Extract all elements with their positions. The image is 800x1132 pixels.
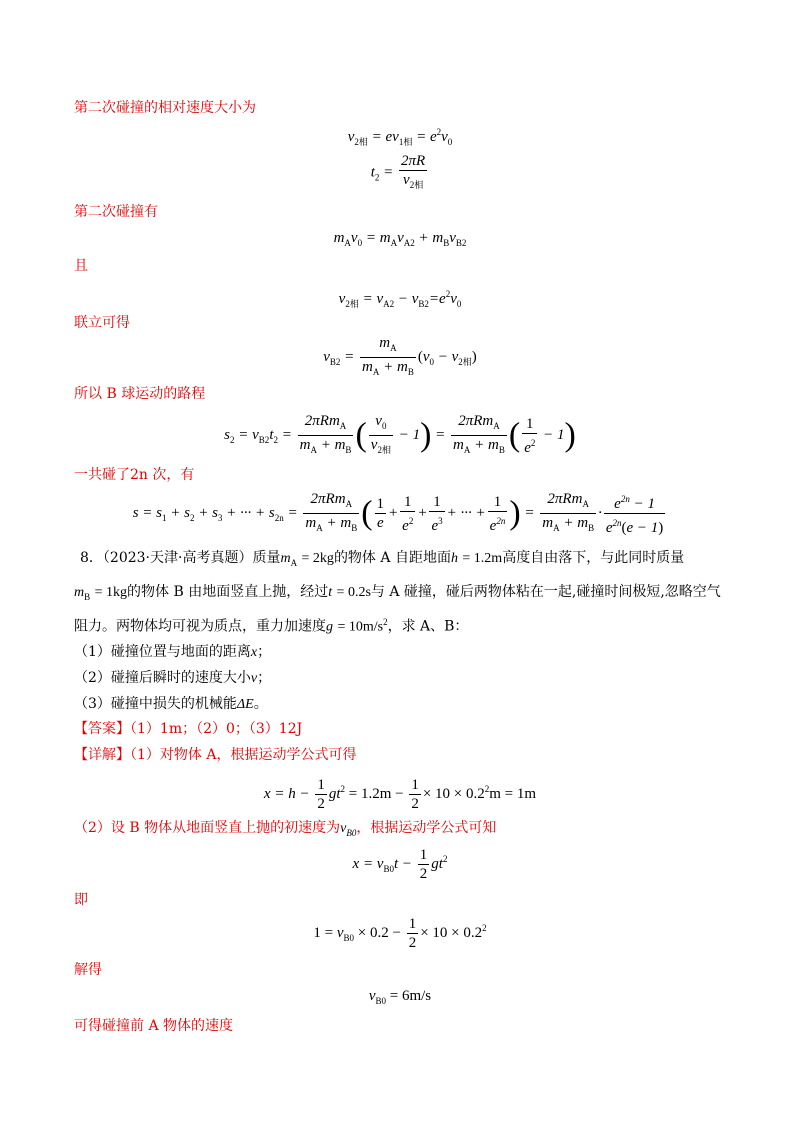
equation: $v_{B0} = 6m/s$: [368, 988, 432, 1006]
var: x: [250, 645, 258, 660]
text: 质量: [252, 550, 281, 566]
question-line-3: 阻力。两物体均可视为质点，重力加速度$g = 10m/s^2$，求 A、B：: [74, 617, 469, 635]
text: 的物体 B 由地面竖直上抛，经过: [127, 584, 329, 600]
text: 。: [253, 696, 268, 712]
text: ；: [257, 670, 272, 686]
explain-line-2: [74, 818, 734, 843]
explain-line-1: [74, 745, 734, 765]
text: ；: [257, 644, 272, 660]
text: ，求 A、B：: [387, 618, 469, 635]
equation: $v_{2相} = v_{A2} - v_{B2}=e^2v_0$: [338, 289, 462, 309]
text: （2）设 B 物体从地面竖直上抛的初速度为: [74, 820, 341, 836]
value: = 10m/s: [337, 619, 384, 635]
answer-text: （1）1m；（2）0；（3）12J: [130, 721, 303, 737]
var: t: [328, 585, 333, 600]
text-line: 所以 B 球运动的路程: [74, 386, 206, 402]
var: v: [250, 671, 258, 686]
value: = 0.2s: [336, 585, 371, 600]
var: g: [326, 619, 333, 635]
text: （3）碰撞中损失的机械能: [74, 696, 237, 712]
text-line: 且: [74, 258, 88, 274]
text: 阻力。两物体均可视为质点，重力加速度: [74, 618, 326, 635]
equation: $v_{2相} = ev_{1相} = e^2v_0$: [347, 127, 453, 147]
equation: $m_Av_0 = m_Av_{A2} + m_Bv_{B2}$: [333, 230, 467, 248]
value: = 1kg: [94, 585, 127, 600]
equation: $v_{B2}$ = $\frac{m_A}{m_A + m_B}$ $(v_0 - v_{2相})$: [323, 335, 477, 377]
text: 的物体 A 自距地面: [333, 550, 451, 566]
text: ，根据运动学公式可知: [356, 820, 497, 836]
question-source: （2023·天津·高考真题）: [102, 550, 253, 566]
answer-label: 【答案】: [74, 721, 130, 737]
text: （1）碰撞位置与地面的距离: [74, 644, 251, 660]
equation: $s_2 = v_{B2}t_2$ = $\frac{2\pi Rm_A}{m_A + m_B}$ ( $\frac{v_0}{v_{2相}}$ − 1) = $\frac{2\pi Rm_A}{m_A + m_B}$ ( $\frac{1}{e^2}$ − 1): [224, 413, 576, 456]
equation: $t_2$ = $\frac{2\pi R}{v_{2相}}$: [370, 153, 426, 190]
text-line: 第二次碰撞的相对速度大小为: [74, 100, 256, 116]
sub-question-1: [74, 642, 734, 663]
equation: $s = s_1 + s_2 + s_3$ + ··· + $s_{2n}$ = $\frac{2\pi Rm_A}{m_A + m_B}$ ( $\frac{1}{e}$ + $\frac{1}{e^2}$ + $\frac{1}{e^3}$ + ··· + $\frac{1}{e^{2n}}$ ) = $\frac{2\pi Rm_A}{m_A + m_B}$ · $\frac{e^{2n} - 1}{e^{2n}(e - 1)}$: [132, 491, 664, 536]
text-line: 解得: [74, 962, 102, 978]
text-line: 联立可得: [74, 315, 130, 331]
value: = 1.2m: [462, 551, 503, 566]
equation: $1 = v_{B0} \times 0.2$ − $\frac{1}{2}$ × $10 \times 0.2^2$: [313, 916, 487, 951]
sub-question-2: [74, 668, 734, 689]
explain-label: 【详解】: [74, 747, 130, 763]
text-line: 可得碰撞前 A 物体的速度: [74, 1018, 234, 1034]
text-line: 第二次碰撞有: [74, 204, 158, 220]
text-line: 一共碰了2n 次，有: [74, 467, 195, 483]
var: h: [450, 551, 458, 566]
answer-line: [74, 719, 734, 739]
var: $v_{B0}$: [340, 821, 357, 838]
question-line-2: $m_B = 1kg$的物体 B 由地面竖直上抛，经过t = 0.2s与 A 碰撞，碰后两物体粘在一起,碰撞时间极短,忽略空气: [74, 584, 721, 602]
question-number: 8．: [80, 550, 103, 566]
text: 高度自由落下，与此同时质量: [502, 550, 685, 566]
text: （2）碰撞后瞬时的速度大小: [74, 670, 251, 686]
text: 与 A 碰撞，碰后两物体粘在一起,碰撞时间极短,忽略空气: [370, 584, 721, 600]
question-line-1: 8．（2023·天津·高考真题）质量$m_A = 2kg$的物体 A 自距地面h = 1.2m高度自由落下，与此同时质量: [80, 550, 685, 568]
text-line: 即: [74, 892, 88, 908]
var: m: [74, 585, 85, 600]
var: m: [280, 551, 291, 566]
equation: $x = v_{B0}t$ − $\frac{1}{2}$ $gt^2$: [352, 847, 448, 882]
sub-question-3: [74, 694, 734, 715]
text: （1）对物体 A，根据运动学公式可得: [130, 747, 357, 763]
equation: x = h − $\frac{1}{2}$ $gt^2 = 1.2m$ − $\frac{1}{2}$ × $10 \times 0.2^2m = 1m$: [263, 777, 537, 812]
var: ΔE: [236, 697, 254, 712]
value: = 2kg: [301, 551, 334, 566]
